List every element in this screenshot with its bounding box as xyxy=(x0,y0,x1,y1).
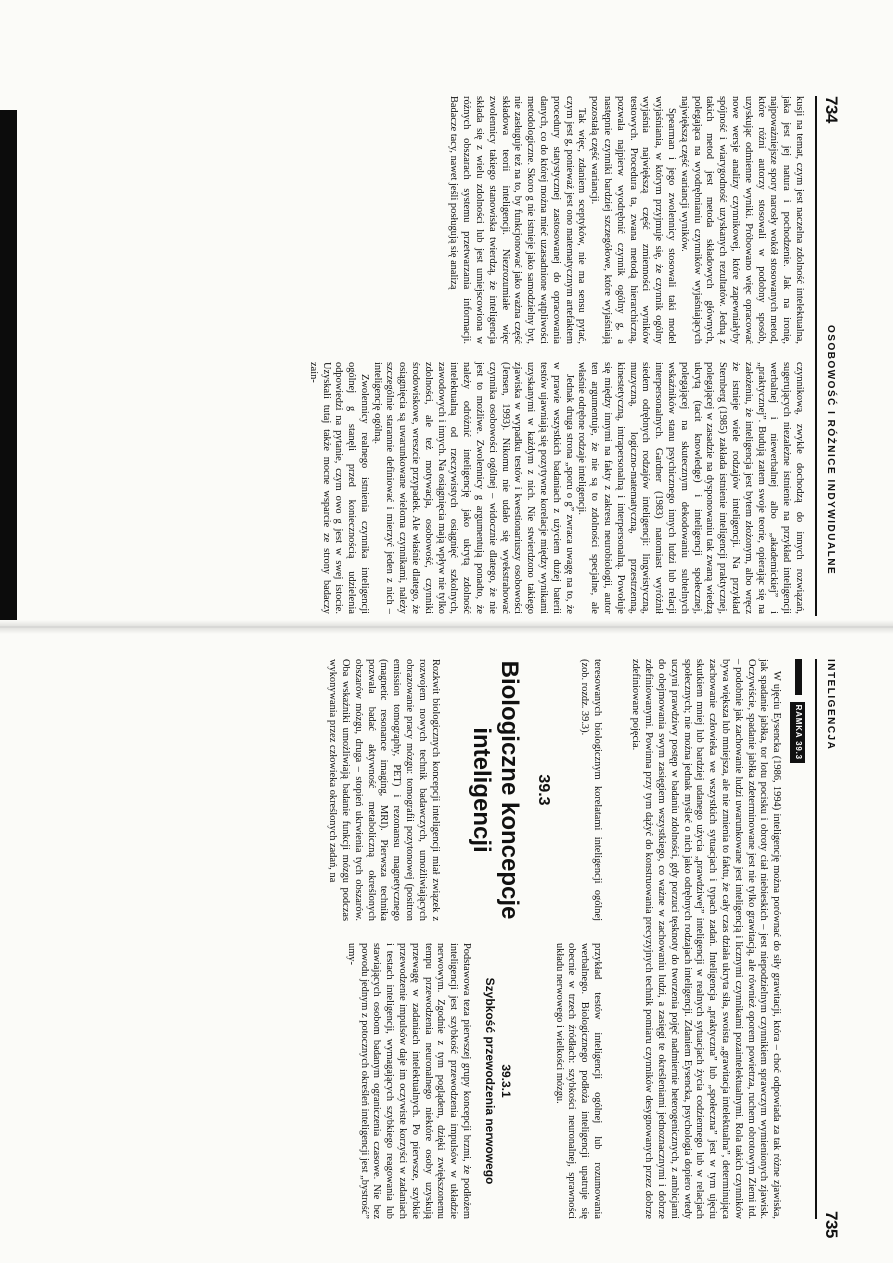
left-page-number: 734 xyxy=(822,96,841,123)
right-page xyxy=(0,627,893,1263)
chapter-title: Biologiczne koncepcje inteligencji xyxy=(467,660,523,920)
chapter-number: 39.3 xyxy=(535,774,553,806)
paragraph: Tak więc, zdaniem sceptyków, nie ma sensu pytać, czym jest g, ponieważ jest ono matematycznym artefaktem procedury statystycznej zastosowanej do opracowania danych, co do której można mieć uzasadnione wątpliwości metodologiczne. Skoro g nie istnieje jako samodzielny byt, nie zasługuje też na to, by funkcjonować jako ważna część składowa teorii inteligencji. Niezrozumiałe więc zwolennicy takiego stanowiska twierdzą, że inteligencja składa się z wielu zdolności lub jest umiejscowiona w różnych obszarach systemu przetwarzania informacji. Badacze tacy, nawet jeśli posługują się analizą xyxy=(448,96,588,344)
paragraph: czynnikową, zwykle dochodzą do innych rozwiązań, sugerujących niezależne istnienie na przykład inteligencji werbalnej i niewerbalnej albo „akademickiej” i „praktycznej”. Budują zatem swoje teorie, opierając się na założeniu, że inteligencja jest bytem złożonym, albo wręcz że istnieje wiele rodzajów inteligencji. Na przykład Sternberg (1985) zakłada istnienie inteligencji praktycznej, polegającej w zasadzie na dysponowaniu tak zwaną wiedzą ukrytą (tacit knowledge) i inteligencji społecznej, polegającej na skutecznym dekodowaniu subtelnych wskaźników stanu psychicznego innych ludzi lub relacji interpersonalnych. Gardner (1983) natomiast wyróżnił siedem odrębnych rodzajów inteligencji: lingwistyczną, muzyczną, logiczno-matematyczną, przestrzenną, kinestetyczną, intrapersonalną i interpersonalną. Powołuje się między innymi na fakty z zakresu neurobiologii, autor ten argumentuje, że nie są to zdolności specjalne, ale właśnie odrębne rodzaje inteligencji. xyxy=(576,362,805,614)
right-running-head: INTELIGENCJA xyxy=(825,659,836,751)
right-header-rule xyxy=(815,659,817,1219)
right-column-1 xyxy=(325,659,603,921)
left-running-head: OSOBOWOŚĆ I RÓŻNICE INDYWIDUALNE xyxy=(825,325,836,576)
paragraph: Spearman i jego zwolennicy stosowali taki model wyjaśniania, w którym przyjmuje się, że czynnik ogólny wyjaśnia największą część zmienności wyników testowych. Procedura ta, zwana metodą hierarchiczną, pozwala najpierw wyodrębnić czynnik ogólny g, a następnie czynniki bardziej szczegółowe, które wyjaśniają pozostałą część wariancji. xyxy=(589,96,678,344)
box-39-3 xyxy=(629,659,805,1219)
paragraph: przykład testów inteligencji ogólnej lub rozumowania werbalnego. Biologicznego podłoża inteligencji upatruje się obecnie w trzech źródłach: szybkości neuronalnej, sprawności układu nerwowego i wielkości mózgu. xyxy=(553,943,603,1219)
left-column-1 xyxy=(447,96,805,344)
box-label: RAMKA 39.3 xyxy=(790,702,805,763)
paragraph: kusji na temat, czym jest naczelna zdolność intelektualna, jaka jest jej natura i pochodzenie. Jak na ironię, najpoważniejsze spory narosły wokół stosowanych metod, które różni autorzy stosowali w podobny sposób, uzyskując odmienne wyniki. Próbowano więc opracować nowe wersje analizy czynnikowej, które zapewniałyby spójność i wiarygodność uzyskanych rezultatów. Jedną z takich metod jest metoda składowych głównych, polegająca na wyodrębnianiu czynników wyjaśniających największą część wariancji wyników. xyxy=(678,96,805,344)
box-marker-bar xyxy=(795,659,802,695)
box-paragraph: W ujęciu Eysencka (1986, 1994) inteligencję można porównać do siły grawitacji, która – choć odpowiada za tak różne zjawiska, jak spadanie jabłka, tor lotu pocisku i obroty ciał niebieskich – jest niepodzielnym czynnikiem sprawczym wymienionych zjawisk. Oczywiście, spadanie jabłka zdeterminowane jest nie tylko grawitacją, ale również oporem powietrza, ruchem obrotowym Ziemi itd. – podobnie jak zachowanie ludzi uwarunkowane jest inteligencją i licznymi czynnikami pozaintelektualnymi. Rola takich czynników bywa większa lub mniejsza, ale nie zmienia to faktu, że cały czas działa ukryta siła, swoista „grawitacja intelektualna”, determinująca zachowanie człowieka we wszystkich sytuacjach i typach zadań. Inteligencja „praktyczna” lub „społeczna” jest w tym ujęciu skutkiem mniej lub bardziej udanego użycia „prawdziwej” inteligencji w realnych sytuacjach życia codziennego lub w relacjach społecznych; nie można jednak myśleć o nich jako odrębnych rodzajach inteligencji. Zdaniem Eysencka, psychologia dopiero wtedy uczyni prawdziwy postęp w badaniu zdolności, gdy porzuci tęsknoty do tworzenia pojęć nadmiernie heterogenicznych, z ambicjami do obejmowania swym zasięgiem wszystkiego, co ważne w zachowaniu ludzi, a zasięgi te określeniami jednoznacznymi i dobrze zdefiniowanymi. Powinna przy tym dążyć do konstruowania precyzyjnych technik pomiaru czynników desygnowanych przez dobrze zdefiniowane pojęcia. xyxy=(630,659,783,1219)
paragraph: Zwolennicy realnego istnienia czynnika inteligencji ogólnej g stanęli przed koniecznością udzielenia odpowiedzi na pytanie, czym owo g jest w swej istocie. Uzyskali tutaj także mocne wsparcie ze strony badaczy zain- xyxy=(307,362,370,614)
paragraph: Jednak druga strona „sporu o g” zwraca uwagę na to, że w prawie wszystkich badaniach z użyciem dużej baterii testów ujawniają się pozytywne korelacje między wynikami uzyskanymi w każdym z nich. Nie stwierdzono takiego zjawiska w wypadku testów i kwestionariuszy osobowości (Jensen, 1993). Nikomu nie udało się wyekstrahować czynnika osobowości ogólnej – widocznie dlatego, że nie jest to możliwe. Zwolennicy g argumentują ponadto, że należy odróżnić inteligencję jako ukrytą zdolność intelektualną od rzeczywistych osiągnięć szkolnych, zawodowych i innych. Na osiągnięcia mają wpływ nie tylko zdolności, ale też motywacja, osobowość, czynniki środowiskowe, wreszcie przypadek. Ale właśnie dlatego, że osiągnięcia są uwarunkowane wieloma czynnikami, należy szczególnie starannie definiować i mierzyć jeden z nich – inteligencję ogólną. xyxy=(371,362,575,614)
left-header-rule xyxy=(815,96,817,616)
paragraph: Rozkwit biologicznych koncepcji inteligencji miał związek z rozwojem nowych technik badawczych, umożliwiających obrazowanie pracy mózgu: tomografii pozytonowej (positron emission tomography, PET) i rezonansu magnetycznego (magnetic resonance imaging, MRI). Pierwsza technika pozwala badać aktywność metaboliczną określonych obszarów mózgu, druga – stopień ukrwienia tych obszarów. Oba wskaźniki umożliwiają badanie funkcji mózgu podczas wykonywania przez człowieka określonych zadań, na xyxy=(327,659,441,921)
right-column-2 xyxy=(344,943,603,1219)
left-page xyxy=(0,0,893,626)
left-column-2 xyxy=(306,362,805,614)
paragraph: teresowanych biologicznym korelatami inteligencji ogólnej (zob. rozdz. 39.3). xyxy=(579,659,603,921)
paragraph: Podstawowa teza pierwszej grupy koncepcji brzmi, że podłożem inteligencji jest szybkość przewodzenia impulsów w układzie nerwowym. Zgodnie z tym poglądem, dzięki zwiększonemu tempu przewodzenia neuronalnego niektóre osoby uzyskują przewagę w zadaniach intelektualnych. Po pierwsze, szybkie przewodzenie impulsów daje im oczywiste korzyści w zadaniach i testach inteligencji, wymagających szybkiego reagowania lub stawiających osobom badanym ograniczenia czasowe. Nie bez powodu jednym z potocznych określeń inteligencji jest „bystrość” umy- xyxy=(345,943,473,1219)
section-title: Szybkość przewodzenia nerwowego xyxy=(483,977,498,1185)
right-page-number: 735 xyxy=(822,1211,841,1238)
section-number: 39.3.1 xyxy=(498,1064,513,1098)
